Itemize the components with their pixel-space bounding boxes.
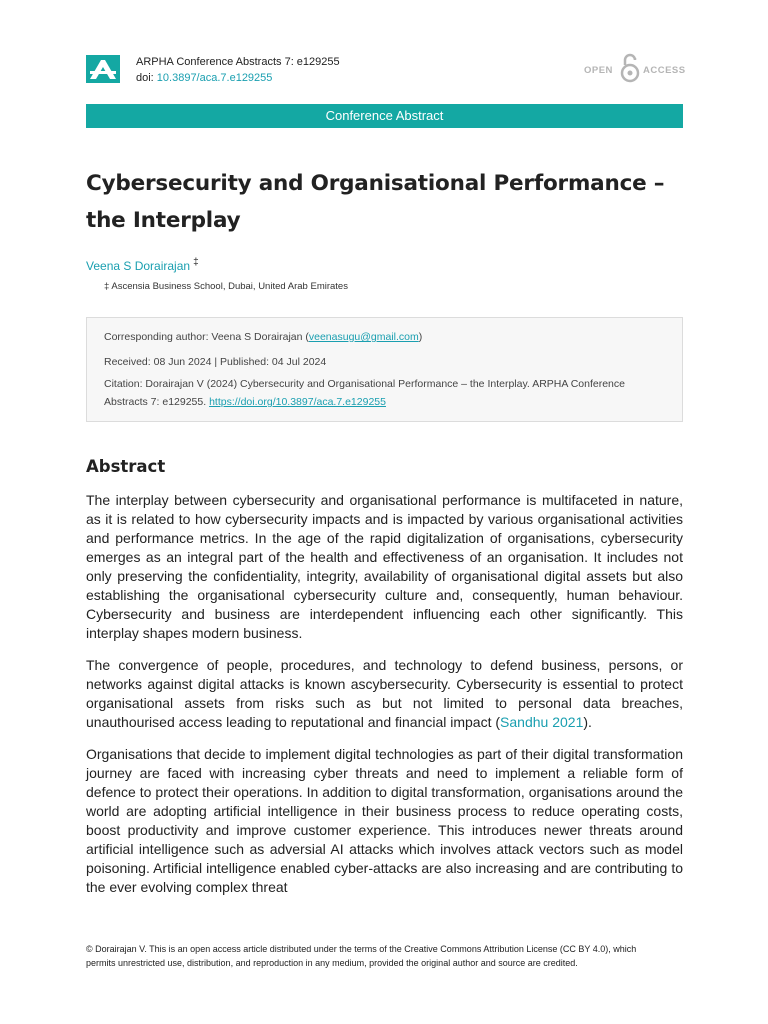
open-access-label-right: ACCESS — [643, 65, 686, 76]
article-type-banner: Conference Abstract — [86, 104, 683, 128]
doi-line: doi: 10.3897/aca.7.e129255 — [136, 72, 273, 84]
page-header — [86, 52, 684, 88]
journal-citation: ARPHA Conference Abstracts 7: e129255 — [136, 56, 340, 68]
journal-info — [136, 54, 340, 86]
open-access-label-left: OPEN — [584, 65, 613, 76]
citation-doi-link[interactable]: https://doi.org/10.3897/aca.7.e129255 — [209, 396, 386, 408]
abstract-paragraph-1: The interplay between cybersecurity and organisational performance is multifaceted in nature, as it is related to how cybersecurity impacts and is impacted by various organisational activities and performance metrics. In the age of the rapid digitalization of organisations, cybersecurity emerges as an integral part of the health and effectiveness of an organisation. It includes not only preserving the confidentiality, integrity, availability of organisational digital assets but also establishing the organisational cybersecurity culture and, consequently, human behaviour. Cybersecurity and business are interdependent influencing each other significantly. This interplay shapes modern business. — [86, 492, 683, 641]
affiliation-mark: ‡ — [193, 257, 199, 268]
article-info-box — [86, 317, 683, 422]
reference-link[interactable]: Sandhu 2021 — [500, 714, 584, 730]
abstract-body — [86, 491, 683, 910]
abstract-paragraph-3: Organisations that decide to implement digital technologies as part of their digital transformation journey are faced with increasing cyber threats and need to implement a reliable form of defence to protect their operations. In addition to digital transformation, organisations around the world are adopting artificial intelligence in their business process to reduce operating costs, boost productivity and improve customer experience. This introduces newer threats around artificial intelligence such as adversial AI attacks which involves attack vectors such as model poisoning. Artificial intelligence enabled cyber-attacks are also increasing and are contributing to the ever evolving complex threat — [86, 746, 683, 895]
article-dates: Received: 08 Jun 2024 | Published: 04 Jul 2024 — [104, 356, 327, 368]
article-title: Cybersecurity and Organisational Performance – the Interplay — [86, 171, 665, 233]
citation-line-2: Abstracts 7: e129255. https://doi.org/10.3897/aca.7.e129255 — [104, 396, 386, 408]
abstract-heading: Abstract — [86, 457, 166, 476]
email-link[interactable]: veenasugu@gmail.com — [308, 331, 419, 343]
doi-link[interactable]: 10.3897/aca.7.e129255 — [156, 72, 273, 84]
author-line — [86, 257, 199, 273]
citation-line-1: Citation: Dorairajan V (2024) Cybersecurity and Organisational Performance – the Interplay. ARPHA Conference — [104, 378, 625, 390]
open-access-badge — [584, 52, 684, 84]
corresponding-author: Corresponding author: Veena S Dorairajan (veenasugu@gmail.com) — [104, 331, 423, 343]
open-access-lock-icon — [619, 52, 641, 84]
author-name[interactable]: Veena S Dorairajan — [86, 259, 191, 273]
license-footer: © Dorairajan V. This is an open access article distributed under the terms of the Creative Commons Attribution License (CC BY 4.0), which permits unrestricted use, distribution, and reproduction in any medium, provided the original author and source are credited. — [86, 944, 637, 968]
abstract-paragraph-2: The convergence of people, procedures, and technology to defend business, persons, or networks against digital attacks is known ascybersecurity. Cybersecurity is essential to protect organisational assets from risks such as but not limited to personal data breaches, unauthourised access leading to reputational and financial impact (Sandhu 2021). — [86, 657, 683, 730]
arpha-logo-icon — [86, 55, 120, 83]
author-affiliation: ‡ Ascensia Business School, Dubai, United Arab Emirates — [104, 281, 348, 292]
